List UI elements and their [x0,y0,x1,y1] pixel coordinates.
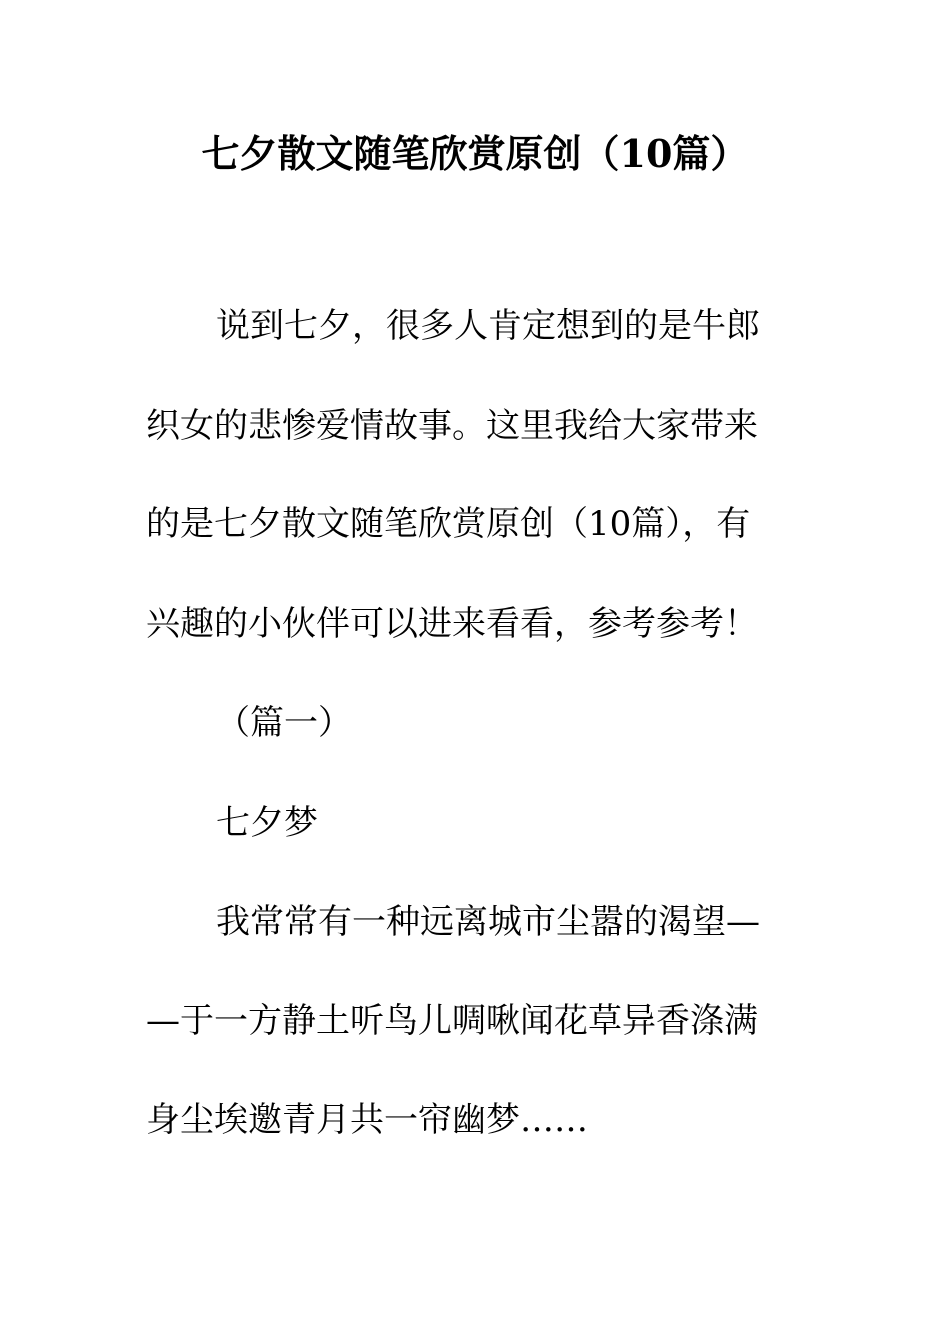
document-title: 七夕散文随笔欣赏原创（10篇） [201,131,749,176]
section-label: （篇一） [216,703,352,743]
body-line-3: 身尘埃邀青月共一帘幽梦…… [146,1100,588,1140]
body-line-1: 我常常有一种远离城市尘嚣的渴望— [216,902,760,942]
body-line-2: —于一方静土听鸟儿啁啾闻花草异香涤满 [146,1001,758,1041]
intro-line-3: 的是七夕散文随笔欣赏原创（10篇），有 [146,504,751,544]
intro-line-2: 织女的悲惨爱情故事。这里我给大家带来 [146,406,758,446]
intro-line-1: 说到七夕，很多人肯定想到的是牛郎 [216,306,760,346]
intro-line-4: 兴趣的小伙伴可以进来看看，参考参考！ [146,604,758,644]
section-heading: 七夕梦 [216,803,318,843]
